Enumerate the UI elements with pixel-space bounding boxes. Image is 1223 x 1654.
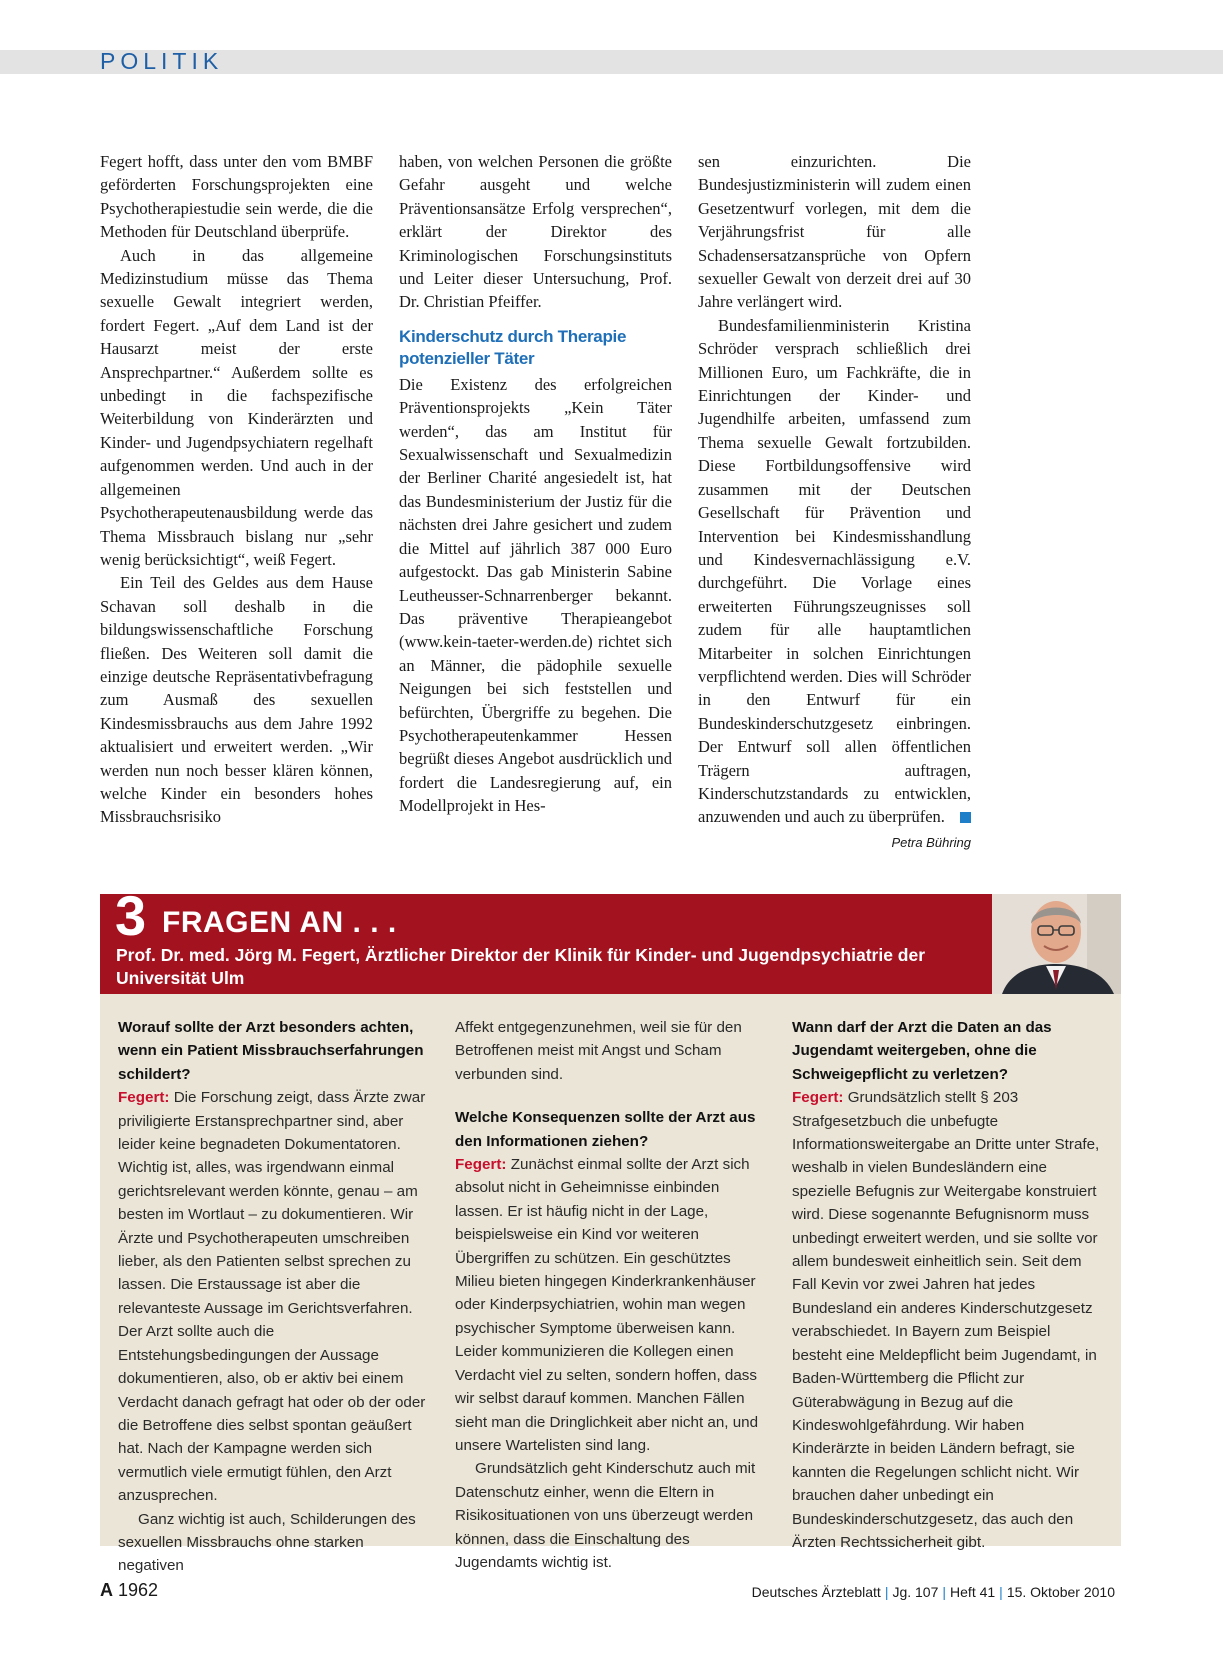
portrait-photo xyxy=(992,894,1121,994)
interview-column-1 xyxy=(118,1016,430,1578)
article-column-2 xyxy=(399,150,672,818)
paragraph: Ein Teil des Geldes aus dem Hause Schavan soll deshalb in die bildungswissenschaftliche Forschung fließen. Des Weiteren soll damit die einzige deutsche Repräsentativbefragung zum Ausmaß des sexuellen Kindesmissbrauchs aus dem Jahre 1992 aktualisiert und erweitert werden. „Wir werden nun noch besser klären können, welche Kinder ein besonders hohes Missbrauchsrisiko xyxy=(100,573,373,827)
paragraph-text: Bundesfamilienministerin Kristina Schröder versprach schließlich drei Millionen Euro, um Fachkräfte, die in Einrichtungen der Kinder- und Jugendhilfe arbeiten, umfassend zum Thema sexuelle Gewalt fortzubilden. Diese Fortbildungsoffensive wird zusammen mit der Deutschen Gesellschaft für Prävention und Intervention bei Kindesmisshandlung und Kindesvernachlässigung e.V. durchgeführt. Die Vorlage eines erweiterten Führungszeugnisses soll zudem für alle hauptamtlichen Mitarbeiter in solchen Einrichtungen verpflichtend werden. Dies will Schröder in den Entwurf für ein Bundeskinderschutzgesetz einbringen. Der Entwurf soll allen öffentlichen Trägern auftragen, Kinderschutzstandards zu entwicklen, anzuwenden und auch zu überprüfen. xyxy=(698,315,971,827)
interview-question: Wann darf der Arzt die Daten an das Jugendamt weitergeben, ohne die Schweigepflicht zu verletzen? xyxy=(792,1019,1052,1083)
answer-text: Zunächst einmal sollte der Arzt sich absolut nicht in Geheimnisse einbinden lassen. Er ist häufig nicht in der Lage, beispielsweise ein Kind vor weiteren Übergriffen zu schützen. Ein geschütztes Milieu bieten hingegen Kinderkrankenhäuser oder Kinderpsychiatrien, wohin man wegen psychischer Symptome überweisen kann. Leider kommunizieren die Kollegen einen Verdacht viel zu selten, sondern hoffen, dass wir selbst darauf kommen. Manchen Fällen sieht man die Dringlichkeit aber nicht an, und unsere Wartelisten sind lang. xyxy=(455,1156,759,1454)
journal-name: Deutsches Ärzteblatt xyxy=(751,1584,881,1600)
speaker-label: Fegert: xyxy=(792,1089,844,1107)
journal-volume: Jg. 107 xyxy=(892,1584,939,1600)
interview-subtitle: Prof. Dr. med. Jörg M. Fegert, Ärztlicher Direktor der Klinik für Kinder- und Jugendpsychiatrie der Universität Ulm xyxy=(116,945,926,988)
interview-answer: Ganz wichtig ist auch, Schilderungen des sexuellen Missbrauchs ohne starken negativen xyxy=(118,1510,416,1575)
interview-answer: Grundsätzlich geht Kinderschutz auch mit Datenschutz einher, wenn die Eltern in Risikosituationen von uns überzeugt werden können, dass die Einschaltung des Jugendamts wichtig ist. xyxy=(455,1460,756,1571)
paragraph: haben, von welchen Personen die größte Gefahr ausgeht und welche Präventionsansätze Erfolg versprechen“, erklärt der Direktor des Kriminologischen Forschungsinstituts und Leiter dieser Untersuchung, Prof. Dr. Christian Pfeiffer. xyxy=(399,152,672,312)
separator: | xyxy=(999,1584,1003,1600)
subheading: Kinderschutz durch Therapie potenzieller Täter xyxy=(399,326,627,368)
interview-header xyxy=(100,884,992,994)
journal-info xyxy=(752,1584,1115,1600)
portrait-icon xyxy=(992,894,1121,994)
article-column-3 xyxy=(698,150,971,854)
author-byline: Petra Bühring xyxy=(891,834,971,850)
separator: | xyxy=(942,1584,947,1600)
end-of-article-icon xyxy=(960,812,971,823)
page-number xyxy=(100,1580,158,1601)
paragraph xyxy=(698,314,971,829)
speaker-label: Fegert: xyxy=(455,1156,507,1174)
answer-text: Die Forschung zeigt, dass Ärzte zwar priviligierte Erstansprechpartner sind, aber leider keine begnadeten Dokumentatoren. Wichtig ist, alles, was irgendwann einmal gerichtsrelevant werden könnte, genau – am besten im Wortlaut – zu dokumentieren. Wir Ärzte und Psychotherapeuten umschreiben lieber, als den Patienten selbst sprechen zu lassen. Die Erstaussage ist aber die relevanteste Aussage im Gerichtsverfahren. Der Arzt sollte auch die Entstehungsbedingungen der Aussage dokumentieren, also, ob er aktiv bei einem Verdacht danach gefragt hat oder ob der oder die Betroffene dies selbst spontan geäußert hat. Nach der Kampagne werden sich vermutlich viele ermutigt fühlen, den Arzt anzusprechen. xyxy=(118,1089,426,1505)
page-prefix: A xyxy=(100,1580,113,1600)
journal-date: 15. Oktober 2010 xyxy=(1006,1584,1115,1600)
speaker-label: Fegert: xyxy=(118,1089,170,1107)
paragraph: sen einzurichten. Die Bundesjustizministerin will zudem einen Gesetzentwurf vorlegen, mit dem die Verjährungsfrist für alle Schadensersatzansprüche von Opfern sexueller Gewalt von derzeit drei auf 30 Jahre verlängert wird. xyxy=(698,152,971,312)
interview-answer: Affekt entgegenzunehmen, weil sie für den Betroffenen meist mit Angst und Scham verbunden sind. xyxy=(455,1019,742,1083)
interview-question: Welche Konsequenzen sollte der Arzt aus den Informationen ziehen? xyxy=(455,1109,756,1150)
interview-question: Worauf sollte der Arzt besonders achten, wenn ein Patient Missbrauchserfahrungen schildert? xyxy=(118,1019,424,1083)
interview-title: FRAGEN AN . . . xyxy=(162,906,397,939)
answer-text: Grundsätzlich stellt § 203 Strafgesetzbuch die unbefugte Informationsweitergabe an Dritte unter Strafe, weshalb in vielen Bundesländern eine spezielle Befugnis zur Weitergabe konstruiert wird. Diese sogenannte Befugnisnorm muss unbedingt erweitert werden, und sie sollte vor allem bundesweit einheitlich sein. Seit dem Fall Kevin vor zwei Jahren hat jedes Bundesland ein anderes Kinderschutzgesetz verabschiedet. In Bayern zum Beispiel besteht eine Meldepflicht beim Jugendamt, in Baden-Württemberg die Pflicht zur Güterabwägung in Bezug auf die Kindeswohlgefährdung. Wir haben Kinderärzte in beiden Ländern befragt, sie kannten die Regelungen schlicht nicht. Wir brauchen daher unbedingt ein Bundeskinderschutzgesetz, das auch den Ärzten Rechtssicherheit gibt. xyxy=(792,1089,1100,1551)
paragraph: Fegert hofft, dass unter den vom BMBF geförderten Forschungsprojekten eine Psychotherapiestudie sein werde, die die Methoden für Deutschland überprüfe. xyxy=(100,152,373,242)
separator: | xyxy=(884,1584,889,1600)
interview-number: 3 xyxy=(115,884,147,947)
interview-answer xyxy=(792,1086,1104,1554)
section-label: POLITIK xyxy=(100,48,224,74)
article-column-1 xyxy=(100,150,373,829)
paragraph: Die Existenz des erfolgreichen Präventionsprojekts „Kein Täter werden“, das am Institut für Sexualwissenschaft und Sexualmedizin der Berliner Charité angesiedelt ist, hat das Bundesministerium der Justiz für die nächsten drei Jahre gesichert und zudem die Mittel auf jährlich 387 000 Euro aufgestockt. Das gab Ministerin Sabine Leutheusser-Schnarrenberger bekannt. Das präventive Therapieangebot (www.kein-taeter-werden.de) richtet sich an Männer, die pädophile sexuelle Neigungen bei sich feststellen und befürchten, Übergriffe zu begehen. Die Psychotherapeutenkammer Hessen begrüßt dieses Angebot ausdrücklich und fordert die Landesregierung auf, ein Modellprojekt in Hes- xyxy=(399,374,672,816)
paragraph: Auch in das allgemeine Medizinstudium müsse das Thema sexuelle Gewalt integriert werden, fordert Fegert. „Auf dem Land ist der Hausarzt meist der erste Ansprechpartner.“ Außerdem sollte es unbedingt in die fachspezifische Weiterbildung von Kinderärzten und Kinder- und Jugendpsychiatern regelhaft aufgenommen werden. Und auch in der allgemeinen Psychotherapeutenausbildung werde das Thema Missbrauch bislang nur „sehr wenig berücksichtigt“, weiß Fegert. xyxy=(100,245,373,569)
journal-issue: Heft 41 xyxy=(950,1584,996,1600)
interview-answer xyxy=(118,1086,430,1507)
interview-column-3 xyxy=(792,1016,1104,1554)
interview-column-2 xyxy=(455,1016,767,1574)
page-number-value: 1962 xyxy=(118,1580,159,1600)
interview-answer xyxy=(455,1153,767,1457)
